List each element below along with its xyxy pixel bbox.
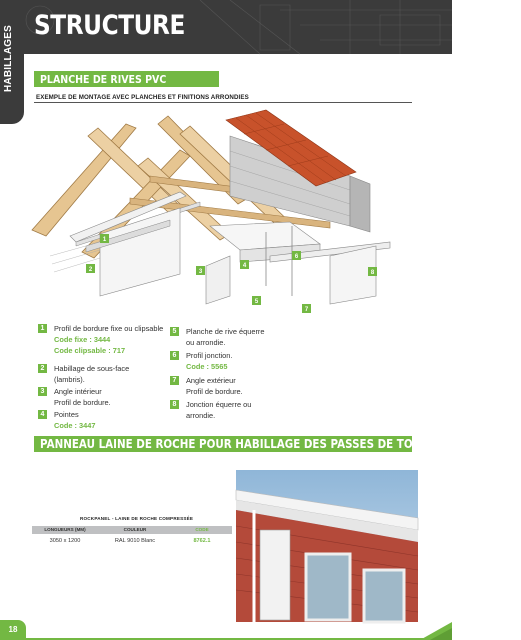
legend-badge: 4 — [38, 410, 47, 419]
legend-text: Angle extérieur — [186, 376, 236, 385]
legend-code: Code fixe : 3444 — [54, 335, 111, 344]
page-title: STRUCTURE — [34, 10, 185, 41]
legend-text: (lambris). — [54, 375, 85, 384]
legend-text: Planche de rive équerre — [186, 327, 265, 336]
marker-8: 8 — [370, 270, 375, 276]
house-eave-photo — [236, 470, 418, 622]
legend-code: Code clipsable : 717 — [54, 346, 126, 355]
legend-text: Profil jonction. — [186, 351, 233, 360]
marker-6: 6 — [294, 254, 299, 260]
legend-text: ou arrondie. — [186, 338, 226, 347]
divider — [34, 102, 412, 103]
footer-decoration — [0, 618, 452, 640]
legend-badge: 1 — [38, 324, 47, 333]
section-tab-label: HABILLAGES — [3, 25, 14, 92]
marker-2: 2 — [88, 267, 93, 273]
legend-text: Angle intérieur — [54, 387, 102, 396]
roof-assembly-diagram — [30, 106, 422, 314]
table-header-cell: COULEUR — [123, 527, 147, 532]
marker-5: 5 — [254, 299, 259, 305]
legend-text: Habillage de sous-face — [54, 364, 130, 373]
section-heading-planche — [34, 71, 219, 87]
marker-7: 7 — [304, 307, 309, 313]
legend-text: Profil de bordure. — [54, 398, 111, 407]
section-subtitle: EXEMPLE DE MONTAGE AVEC PLANCHES ET FINITIONS ARRONDIES — [36, 94, 249, 101]
section-heading-panneau — [34, 436, 521, 452]
marker-4: 4 — [242, 263, 247, 269]
legend-text: Profil de bordure. — [186, 387, 243, 396]
legend-text: arrondie. — [186, 411, 216, 420]
table-cell: RAL 9010 Blanc — [114, 538, 156, 544]
legend-badge: 8 — [170, 400, 179, 409]
section-tab — [0, 0, 24, 124]
legend-badge: 5 — [170, 327, 179, 336]
marker-3: 3 — [198, 269, 203, 275]
table-header-cell: LONGUEURS (MM) — [44, 527, 86, 532]
marker-1: 1 — [102, 237, 107, 243]
table-cell: 3050 x 1200 — [49, 538, 81, 544]
legend-text: Profil de bordure fixe ou clipsable — [54, 324, 164, 333]
legend-badge: 3 — [38, 387, 47, 396]
legend-code: Code : 3447 — [54, 421, 96, 430]
section-heading-label: PANNEAU LAINE DE ROCHE POUR HABILLAGE DES PASSES DE TOIT /BANDE DE RIVE — [40, 437, 521, 451]
legend-badge: 2 — [38, 364, 47, 373]
legend-text: Jonction équerre ou — [186, 400, 252, 409]
section-heading-label: PLANCHE DE RIVES PVC — [40, 73, 167, 86]
legend-badge: 7 — [170, 376, 179, 385]
table-header — [32, 526, 232, 534]
table-cell: 8762.1 — [193, 538, 211, 544]
legend-badge: 6 — [170, 351, 179, 360]
table-title: ROCKPANEL - LAINE DE ROCHE COMPRESSÉE — [80, 516, 194, 521]
table-header-cell: CODE — [195, 527, 209, 532]
page-header — [0, 0, 452, 54]
page-number: 18 — [0, 620, 26, 640]
legend-text: Pointes — [54, 410, 79, 419]
legend-code: Code : 5565 — [186, 362, 228, 371]
